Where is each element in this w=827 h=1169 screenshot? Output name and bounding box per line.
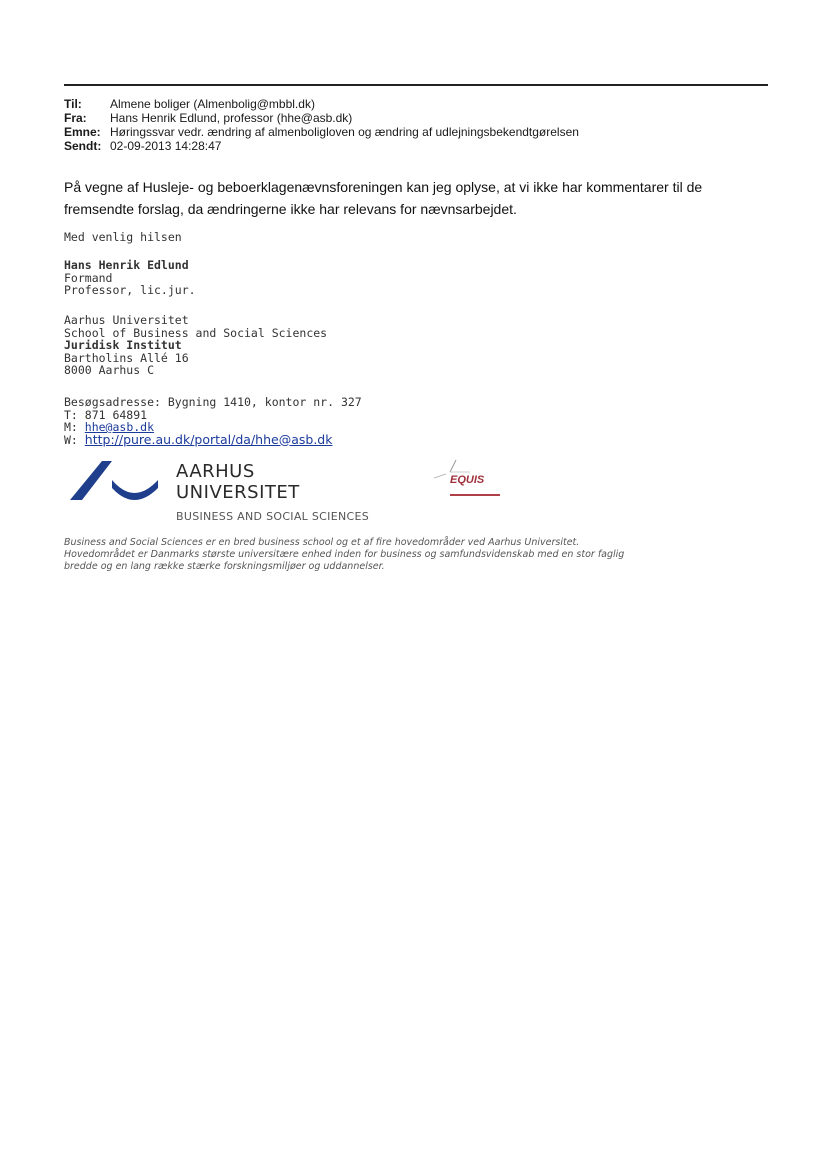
header-from	[64, 111, 579, 125]
equis-wordmark: EQUIS	[450, 474, 485, 486]
header-subject	[64, 125, 579, 139]
web-prefix: W:	[64, 432, 85, 447]
header-value: Almene boliger (Almenbolig@mbbl.dk)	[110, 97, 315, 111]
wordmark-line1: AARHUS	[176, 461, 255, 482]
contact-visit: Besøgsadresse: Bygning 1410, kontor nr. 327	[64, 395, 362, 409]
university-wordmark	[176, 461, 300, 503]
signature-title: Professor, lic.jur.	[64, 283, 196, 297]
contact-phone: T: 871 64891	[64, 407, 148, 422]
wordmark-line2: UNIVERSITET	[176, 482, 300, 503]
footer-line: Business and Social Sciences er en bred business school og et af fire hovedområder ved Aarhus Universitet.	[64, 537, 580, 548]
body-line: På vegne af Husleje- og beboerklagenævnsforeningen kan jeg oplyse, at vi ikke har kommentarer til de	[64, 179, 703, 195]
message-body	[64, 176, 714, 220]
header-value: Hans Henrik Edlund, professor (hhe@asb.dk)	[110, 111, 353, 125]
signature-block	[64, 259, 196, 297]
header-label: Til:	[64, 97, 82, 111]
header-label: Fra:	[64, 111, 87, 125]
signature-role: Formand	[64, 270, 113, 285]
header-value: 02-09-2013 14:28:47	[110, 139, 222, 153]
header-rule	[64, 84, 768, 86]
closing: Med venlig hilsen	[64, 230, 182, 244]
footer-text	[64, 537, 744, 573]
contact-web-row	[64, 431, 362, 447]
header-sent	[64, 139, 579, 153]
header-to	[64, 97, 579, 111]
mail-prefix: M:	[64, 420, 85, 434]
footer-line: Hovedområdet er Danmarks største universitære enhed inden for business og samfundsvidenskab med en stor faglig	[64, 549, 625, 560]
email-link[interactable]: hhe@asb.dk	[84, 420, 155, 434]
email-headers	[64, 97, 579, 153]
website-link[interactable]: http://pure.au.dk/portal/da/hhe@asb.dk	[84, 431, 333, 447]
header-label: Emne:	[64, 125, 101, 139]
wordmark-subtitle: BUSINESS AND SOCIAL SCIENCES	[176, 510, 369, 523]
address-block	[64, 314, 327, 377]
signature-name: Hans Henrik Edlund	[64, 258, 189, 272]
aarhus-university-logo-icon	[68, 458, 168, 502]
contact-block	[64, 396, 362, 446]
body-line: fremsendte forslag, da ændringerne ikke har relevans for nævnsarbejdet.	[64, 201, 517, 217]
address-institute: Juridisk Institut	[64, 338, 182, 352]
address-school: School of Business and Social Sciences	[64, 325, 328, 340]
address-city: 8000 Aarhus C	[64, 363, 155, 377]
footer-line: bredde og en lang række stærke forskningsmiljøer og uddannelser.	[64, 561, 385, 572]
header-value: Høringssvar vedr. ændring af almenboligloven og ændring af udlejningsbekendtgørelsen	[110, 125, 579, 139]
address-university: Aarhus Universitet	[64, 313, 189, 327]
header-label: Sendt:	[64, 139, 102, 153]
address-street: Bartholins Allé 16	[64, 350, 189, 365]
